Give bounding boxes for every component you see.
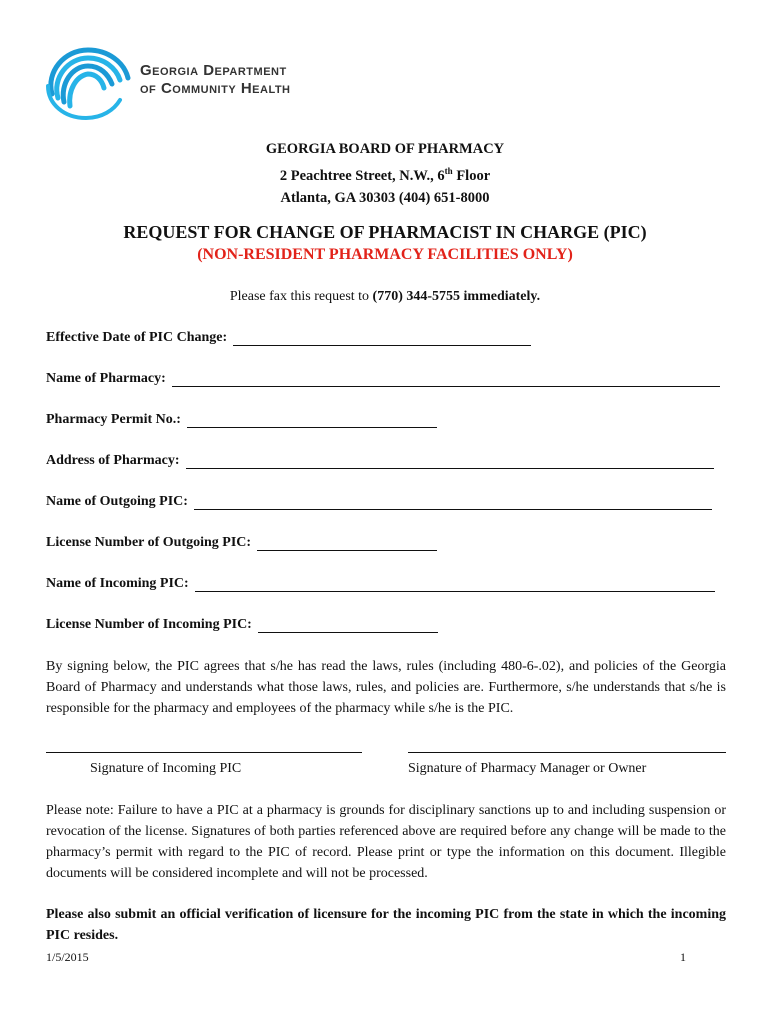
incoming-pic-signature-label: Signature of Incoming PIC xyxy=(90,761,242,776)
field-permit-no: Pharmacy Permit No.: xyxy=(46,412,437,428)
board-street: 2 Peachtree Street, N.W., 6th Floor xyxy=(279,166,491,184)
incoming-pic-signature-line[interactable] xyxy=(46,752,362,753)
field-outgoing-pic-name: Name of Outgoing PIC: xyxy=(46,494,712,510)
pharmacy-name-input[interactable] xyxy=(172,372,720,387)
form-subtitle: (NON-RESIDENT PHARMACY FACILITIES ONLY) xyxy=(197,246,573,263)
outgoing-pic-license-input[interactable] xyxy=(257,536,437,551)
dch-swirl-icon xyxy=(42,42,134,122)
field-incoming-pic-license: License Number of Incoming PIC: xyxy=(46,617,438,633)
pharmacy-address-input[interactable] xyxy=(186,454,714,469)
dch-logo xyxy=(42,42,372,112)
page-number: 1 xyxy=(680,950,686,964)
licensure-note: Please also submit an official verification of licensure for the incoming PIC from the state in which the incoming PIC resides. xyxy=(46,907,726,943)
board-header xyxy=(0,138,770,209)
field-outgoing-pic-license: License Number of Outgoing PIC: xyxy=(46,535,437,551)
agency-name-line1: Georgia Department xyxy=(140,62,287,79)
outgoing-pic-name-input[interactable] xyxy=(194,495,712,510)
manager-signature-label: Signature of Pharmacy Manager or Owner xyxy=(408,761,647,776)
agreement-text: By signing below, the PIC agrees that s/he has read the laws, rules (including 480-6-.02), and policies of the Georgia Board of Pharmacy and understands what those laws, rules, and policies are. Furthermore, s/he understands that s/he is responsible for the pharmacy and employees of the pharmacy while s/he is the PIC. xyxy=(46,659,726,716)
incoming-pic-name-input[interactable] xyxy=(195,577,715,592)
field-incoming-pic-name: Name of Incoming PIC: xyxy=(46,576,715,592)
incoming-pic-license-input[interactable] xyxy=(258,618,438,633)
fax-number: (770) 344-5755 immediately. xyxy=(372,289,541,304)
agency-name-line2: of Community Health xyxy=(140,80,291,97)
field-effective-date: Effective Date of PIC Change: xyxy=(46,330,531,346)
field-pharmacy-address: Address of Pharmacy: xyxy=(46,453,714,469)
note-text: Please note: Failure to have a PIC at a pharmacy is grounds for disciplinary sanctions up to and including suspension or revocation of the license. Signatures of both parties referenced above are required before any change will be made to the pharmacy’s permit with regard to the PIC of record. Please print or type the information on this document. Illegible documents will be considered incomplete and will not be processed. xyxy=(46,803,726,881)
fax-instruction: Please fax this request to (770) 344-5755 immediately. xyxy=(229,289,541,304)
board-city-phone: Atlanta, GA 30303 (404) 651-8000 xyxy=(280,189,490,206)
board-name: GEORGIA BOARD OF PHARMACY xyxy=(265,141,505,157)
footer-date: 1/5/2015 xyxy=(46,950,89,964)
manager-signature-line[interactable] xyxy=(408,752,726,753)
agency-name xyxy=(140,62,291,98)
permit-no-input[interactable] xyxy=(187,413,437,428)
form-title: REQUEST FOR CHANGE OF PHARMACIST IN CHARGE (PIC) xyxy=(123,222,647,242)
effective-date-input[interactable] xyxy=(233,331,531,346)
field-pharmacy-name: Name of Pharmacy: xyxy=(46,371,720,387)
